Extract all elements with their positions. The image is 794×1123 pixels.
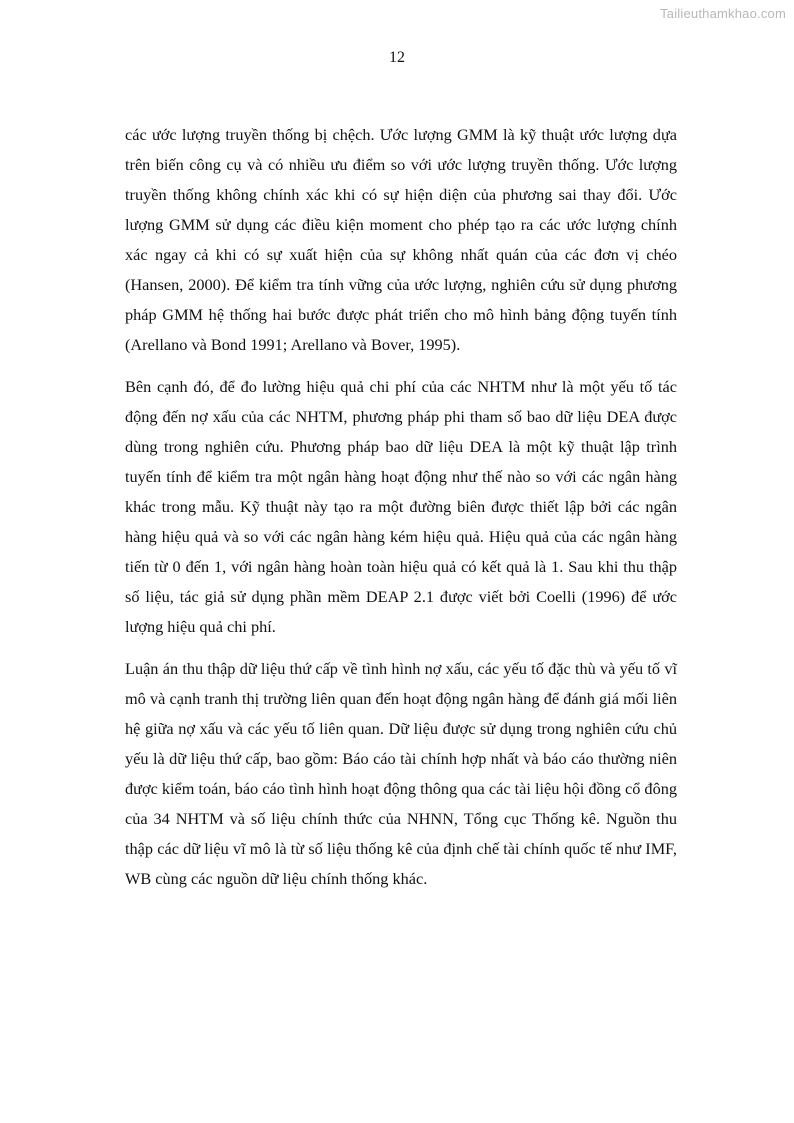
- paragraph-dea-efficiency: Bên cạnh đó, để đo lường hiệu quả chi phí của các NHTM như là một yếu tố tác động đến nợ xấu của các NHTM, phương pháp phi tham số bao dữ liệu DEA được dùng trong nghiên cứu. Phương pháp bao dữ liệu DEA là một kỹ thuật lập trình tuyến tính để kiểm tra một ngân hàng hoạt động như thế nào so với các ngân hàng khác trong mẫu. Kỹ thuật này tạo ra một đường biên được thiết lập bởi các ngân hàng hiệu quả và so với các ngân hàng kém hiệu quả. Hiệu quả của các ngân hàng tiến từ 0 đến 1, với ngân hàng hoàn toàn hiệu quả có kết quả là 1. Sau khi thu thập số liệu, tác giả sử dụng phần mềm DEAP 2.1 được viết bởi Coelli (1996) để ước lượng hiệu quả chi phí.: [125, 377, 677, 636]
- document-body: [125, 120, 677, 894]
- page-number: 12: [389, 49, 405, 66]
- paragraph-data-collection: Luận án thu thập dữ liệu thứ cấp về tình hình nợ xấu, các yếu tố đặc thù và yếu tố vĩ mô và cạnh tranh thị trường liên quan đến hoạt động ngân hàng để đánh giá mối liên hệ giữa nợ xấu và các yếu tố liên quan. Dữ liệu được sử dụng trong nghiên cứu chủ yếu là dữ liệu thứ cấp, bao gồm: Báo cáo tài chính hợp nhất và báo cáo thường niên được kiểm toán, báo cáo tình hình hoạt động thông qua các tài liệu hội đồng cổ đông của 34 NHTM và số liệu chính thức của NHNN, Tổng cục Thống kê. Nguồn thu thập các dữ liệu vĩ mô là từ số liệu thống kê của định chế tài chính quốc tế như IMF, WB cùng các nguồn dữ liệu chính thống khác.: [125, 659, 677, 888]
- watermark-text: Tailieuthamkhao.com: [660, 6, 786, 21]
- paragraph-gmm-estimation: các ước lượng truyền thống bị chệch. Ước lượng GMM là kỹ thuật ước lượng dựa trên biến công cụ và có nhiều ưu điểm so với ước lượng truyền thống. Ước lượng truyền thống không chính xác khi có sự hiện diện của phương sai thay đổi. Ước lượng GMM sử dụng các điều kiện moment cho phép tạo ra các ước lượng chính xác ngay cả khi có sự xuất hiện của sự không nhất quán của các đơn vị chéo (Hansen, 2000). Để kiểm tra tính vững của ước lượng, nghiên cứu sử dụng phương pháp GMM hệ thống hai bước được phát triển cho mô hình bảng động tuyến tính (Arellano và Bond 1991; Arellano và Bover, 1995).: [125, 125, 677, 354]
